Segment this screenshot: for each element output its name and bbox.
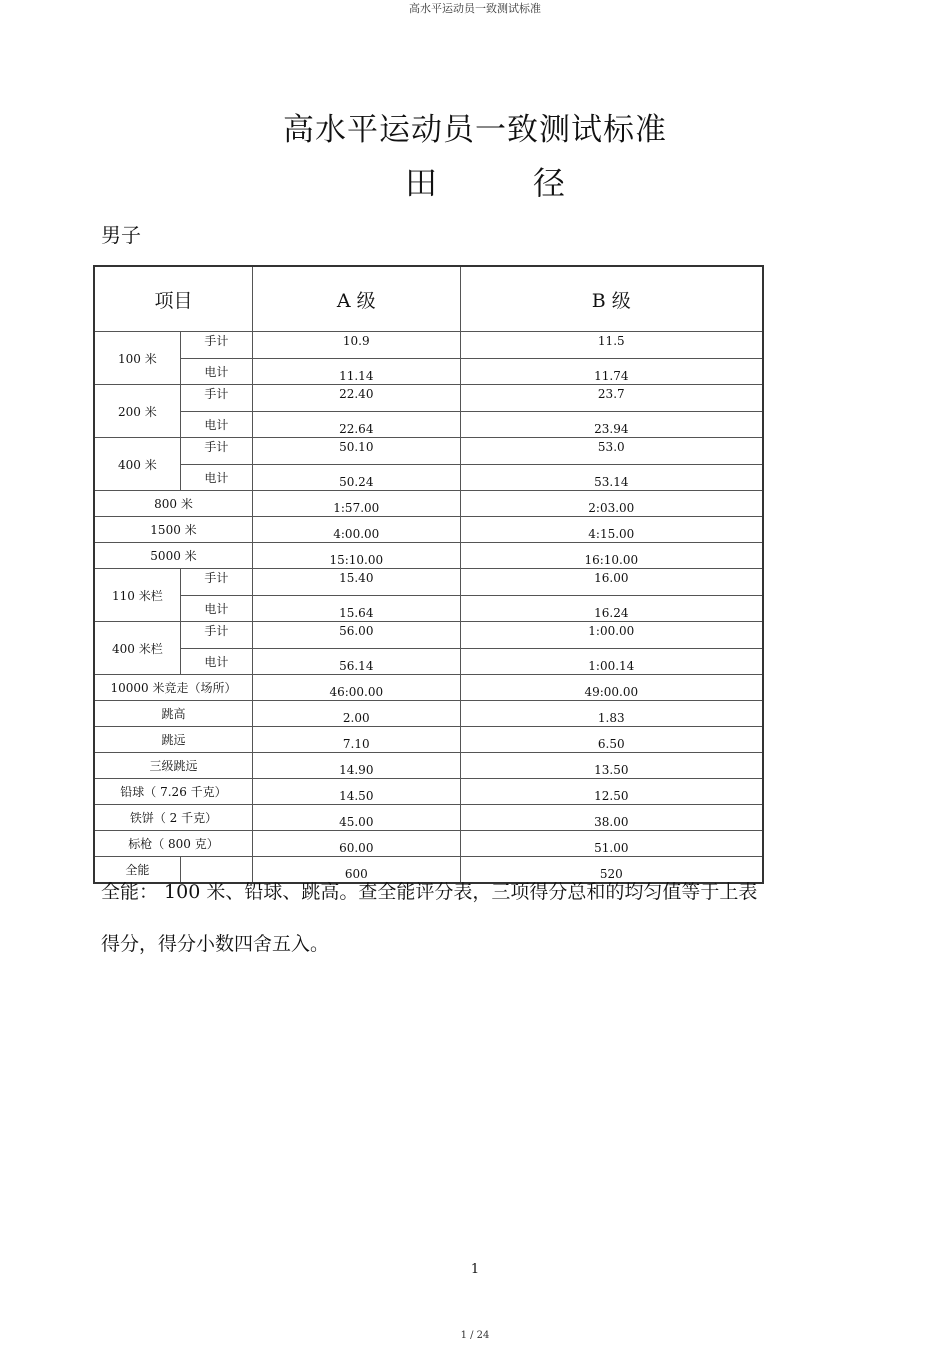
standards-table-body — [94, 266, 763, 883]
table-row — [94, 701, 763, 727]
a-level-value: 56.00 — [252, 622, 460, 649]
event-name: 400 米栏 — [94, 622, 180, 675]
table-header-row — [94, 266, 763, 332]
timing-type: 电计 — [180, 359, 252, 385]
timing-type: 手计 — [180, 622, 252, 649]
a-level-value: 14.50 — [252, 779, 460, 805]
event-name: 跳高 — [94, 701, 252, 727]
table-row — [94, 359, 763, 385]
document-title: 高水平运动员一致测试标准 — [283, 112, 667, 148]
timing-type: 手计 — [180, 438, 252, 465]
a-level-value: 11.14 — [252, 359, 460, 385]
table-row — [94, 831, 763, 857]
a-level-value: 2.00 — [252, 701, 460, 727]
b-level-value: 16:10.00 — [460, 543, 763, 569]
b-level-value: 49:00.00 — [460, 675, 763, 701]
b-level-value: 38.00 — [460, 805, 763, 831]
timing-type: 手计 — [180, 569, 252, 596]
event-name: 三级跳远 — [94, 753, 252, 779]
b-level-value: 6.50 — [460, 727, 763, 753]
event-name: 铅球（ 7.26 千克） — [94, 779, 252, 805]
table-row — [94, 385, 763, 412]
a-level-value: 56.14 — [252, 649, 460, 675]
a-level-value: 10.9 — [252, 332, 460, 359]
b-level-value: 12.50 — [460, 779, 763, 805]
a-level-value: 22.40 — [252, 385, 460, 412]
timing-type: 电计 — [180, 465, 252, 491]
a-level-value: 50.24 — [252, 465, 460, 491]
a-level-value: 60.00 — [252, 831, 460, 857]
note-line-1: 全能： 100 米、铅球、跳高。查全能评分表，三项得分总和的均匀值等于上表 — [101, 881, 758, 903]
table-row — [94, 753, 763, 779]
event-name: 标枪（ 800 克） — [94, 831, 252, 857]
b-level-value: 11.5 — [460, 332, 763, 359]
b-level-value: 4:15.00 — [460, 517, 763, 543]
table-row — [94, 491, 763, 517]
header-b-level: B 级 — [460, 266, 763, 332]
event-name: 5000 米 — [94, 543, 252, 569]
a-level-value: 600 — [252, 857, 460, 884]
standards-table — [93, 265, 764, 884]
a-level-value: 7.10 — [252, 727, 460, 753]
a-level-value: 15:10.00 — [252, 543, 460, 569]
timing-type: 电计 — [180, 412, 252, 438]
table-row — [94, 622, 763, 649]
b-level-value: 53.0 — [460, 438, 763, 465]
a-level-value: 4:00.00 — [252, 517, 460, 543]
note-line-2: 得分，得分小数四舍五入。 — [101, 933, 330, 955]
table-row — [94, 805, 763, 831]
table-row — [94, 596, 763, 622]
event-name: 1500 米 — [94, 517, 252, 543]
table-row — [94, 438, 763, 465]
page-counter: 1 / 24 — [460, 1330, 490, 1341]
a-level-value: 45.00 — [252, 805, 460, 831]
table-row — [94, 465, 763, 491]
timing-type: 电计 — [180, 649, 252, 675]
timing-type: 电计 — [180, 596, 252, 622]
event-name: 10000 米竞走（场所） — [94, 675, 252, 701]
a-level-value: 50.10 — [252, 438, 460, 465]
event-name: 200 米 — [94, 385, 180, 438]
a-level-value: 46:00.00 — [252, 675, 460, 701]
b-level-value: 23.94 — [460, 412, 763, 438]
b-level-value: 1.83 — [460, 701, 763, 727]
timing-type: 手计 — [180, 385, 252, 412]
table-row — [94, 543, 763, 569]
timing-type: 手计 — [180, 332, 252, 359]
b-level-value: 16.24 — [460, 596, 763, 622]
event-name: 铁饼（ 2 千克） — [94, 805, 252, 831]
header-event: 项目 — [94, 266, 252, 332]
a-level-value: 15.64 — [252, 596, 460, 622]
subtitle-char-1: 田 — [405, 164, 438, 202]
event-name: 400 米 — [94, 438, 180, 491]
a-level-value: 15.40 — [252, 569, 460, 596]
b-level-value: 11.74 — [460, 359, 763, 385]
page-number: 1 — [470, 1262, 480, 1277]
table-row — [94, 569, 763, 596]
b-level-value: 1:00.00 — [460, 622, 763, 649]
event-name: 800 米 — [94, 491, 252, 517]
running-header: 高水平运动员一致测试标准 — [409, 2, 541, 15]
b-level-value: 23.7 — [460, 385, 763, 412]
table-row — [94, 727, 763, 753]
subtitle-char-2: 径 — [532, 164, 565, 202]
event-name: 110 米栏 — [94, 569, 180, 622]
table-row — [94, 779, 763, 805]
b-level-value: 16.00 — [460, 569, 763, 596]
b-level-value: 2:03.00 — [460, 491, 763, 517]
section-label: 男子 — [101, 223, 141, 247]
event-name: 跳远 — [94, 727, 252, 753]
b-level-value: 13.50 — [460, 753, 763, 779]
standards-table-wrapper — [93, 265, 764, 884]
b-level-value: 1:00.14 — [460, 649, 763, 675]
event-name: 100 米 — [94, 332, 180, 385]
document-subtitle — [405, 158, 565, 204]
table-row — [94, 649, 763, 675]
b-level-value: 53.14 — [460, 465, 763, 491]
b-level-value: 51.00 — [460, 831, 763, 857]
a-level-value: 22.64 — [252, 412, 460, 438]
table-row — [94, 517, 763, 543]
a-level-value: 14.90 — [252, 753, 460, 779]
table-row — [94, 412, 763, 438]
a-level-value: 1:57.00 — [252, 491, 460, 517]
event-name: 全能 — [94, 857, 180, 884]
table-row — [94, 332, 763, 359]
header-a-level: A 级 — [252, 266, 460, 332]
b-level-value: 520 — [460, 857, 763, 884]
table-row — [94, 675, 763, 701]
